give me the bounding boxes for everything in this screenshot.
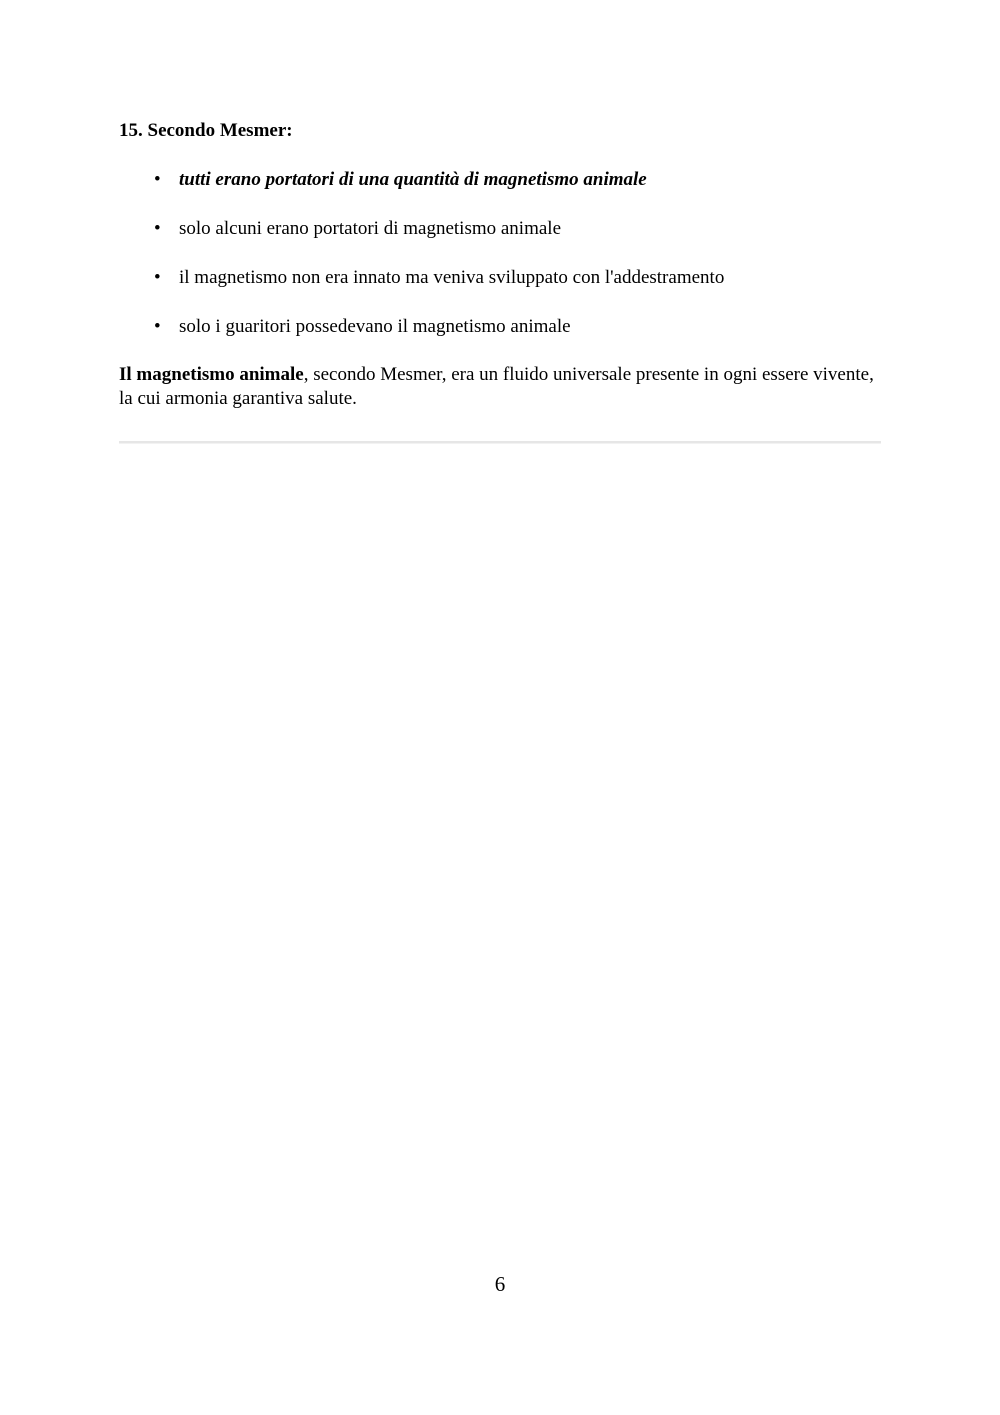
page-number: 6 <box>494 1272 506 1296</box>
answer-option <box>150 266 910 315</box>
explanation-term: Il magnetismo animale <box>119 364 304 385</box>
answer-option <box>150 217 910 266</box>
answer-option-correct <box>150 168 910 217</box>
bullet-icon: • <box>154 267 161 288</box>
bullet-icon: • <box>154 218 161 239</box>
answer-option-text: solo i guaritori possedevano il magnetismo animale <box>179 316 571 337</box>
bullet-icon: • <box>154 169 161 190</box>
answer-option-text: solo alcuni erano portatori di magnetismo animale <box>179 218 562 239</box>
question-title: 15. Secondo Mesmer: <box>119 120 293 141</box>
answer-options-list <box>150 168 910 364</box>
answer-option-text: tutti erano portatori di una quantità di magnetismo animale <box>179 169 647 190</box>
explanation-paragraph <box>119 363 879 411</box>
bullet-icon: • <box>154 316 161 337</box>
section-divider <box>119 441 881 444</box>
explanation-text: , secondo Mesmer, era un fluido universale presente in ogni essere vivente, la cui armonia garantiva salute. <box>119 364 874 409</box>
answer-option <box>150 315 910 364</box>
answer-option-text: il magnetismo non era innato ma veniva sviluppato con l'addestramento <box>179 267 725 288</box>
